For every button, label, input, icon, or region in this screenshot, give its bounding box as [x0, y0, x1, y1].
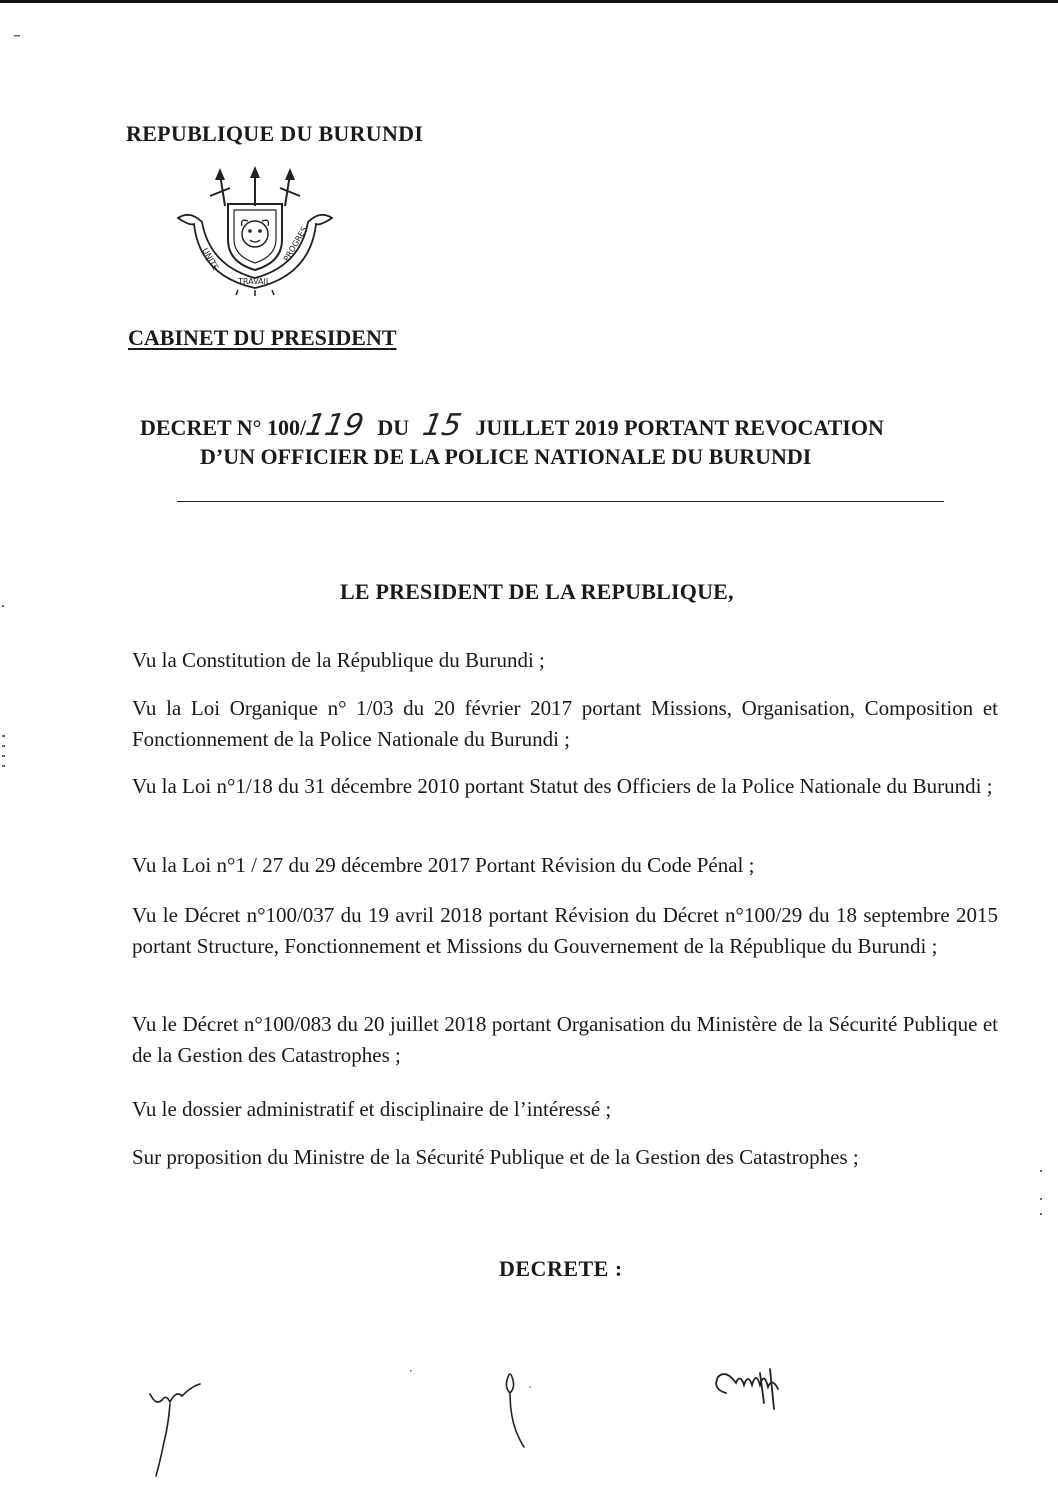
- consideration-paragraph: Vu le Décret n°100/083 du 20 juillet 2018 portant Organisation du Ministère de la Sécurité Publique et de la Gestion des Catastrophes ;: [132, 1012, 998, 1067]
- consideration-paragraph: Vu la Constitution de la République du Burundi ;: [132, 648, 545, 672]
- consideration-paragraph: Vu la Loi n°1/18 du 31 décembre 2010 portant Statut des Officiers de la Police Nationale du Burundi ;: [132, 774, 993, 798]
- president-heading: LE PRESIDENT DE LA REPUBLIQUE,: [340, 579, 734, 604]
- decree-title-line2: D’UN OFFICIER DE LA POLICE NATIONALE DU BURUNDI: [200, 444, 812, 469]
- handwritten-decree-number: 119: [303, 408, 367, 443]
- page-top-border: [0, 0, 1058, 3]
- handwritten-initials-center: [490, 1365, 540, 1455]
- country-heading: REPUBLIQUE DU BURUNDI: [126, 121, 424, 146]
- svg-text:UNITE: UNITE: [200, 246, 221, 272]
- consideration-paragraph: Vu le Décret n°100/037 du 19 avril 2018 portant Révision du Décret n°100/29 du 18 septembre 2015 portant Structure, Fonctionnement et Missions du Gouvernement de la République du Burundi ;: [132, 903, 998, 958]
- svg-text:PROGRES: PROGRES: [281, 225, 310, 263]
- coat-of-arms-emblem: [170, 166, 340, 296]
- cabinet-heading: CABINET DU PRESIDENT: [128, 325, 397, 350]
- consideration-paragraph: Vu le dossier administratif et disciplinaire de l’intéressé ;: [132, 1097, 612, 1121]
- title-divider: [177, 501, 944, 502]
- decree-number-prefix: DECRET N° 100/: [140, 415, 307, 440]
- decree-title-rest: JUILLET 2019 PORTANT REVOCATION: [475, 415, 884, 440]
- svg-text:TRAVAIL: TRAVAIL: [238, 277, 271, 286]
- decrete-heading: DECRETE :: [499, 1256, 623, 1281]
- decree-title-line1: [140, 408, 884, 443]
- handwritten-initials-left: [140, 1372, 210, 1482]
- consideration-paragraph: Sur proposition du Ministre de la Sécurité Publique et de la Gestion des Catastrophes ;: [132, 1145, 859, 1169]
- consideration-paragraph: Vu la Loi Organique n° 1/03 du 20 février 2017 portant Missions, Organisation, Composition et Fonctionnement de la Police Nationale du Burundi ;: [132, 696, 998, 751]
- handwritten-day: 15: [420, 408, 465, 443]
- consideration-paragraph: Vu la Loi n°1 / 27 du 29 décembre 2017 Portant Révision du Code Pénal ;: [132, 853, 755, 877]
- decree-du: DU: [377, 415, 410, 440]
- handwritten-initials-right: [708, 1363, 798, 1423]
